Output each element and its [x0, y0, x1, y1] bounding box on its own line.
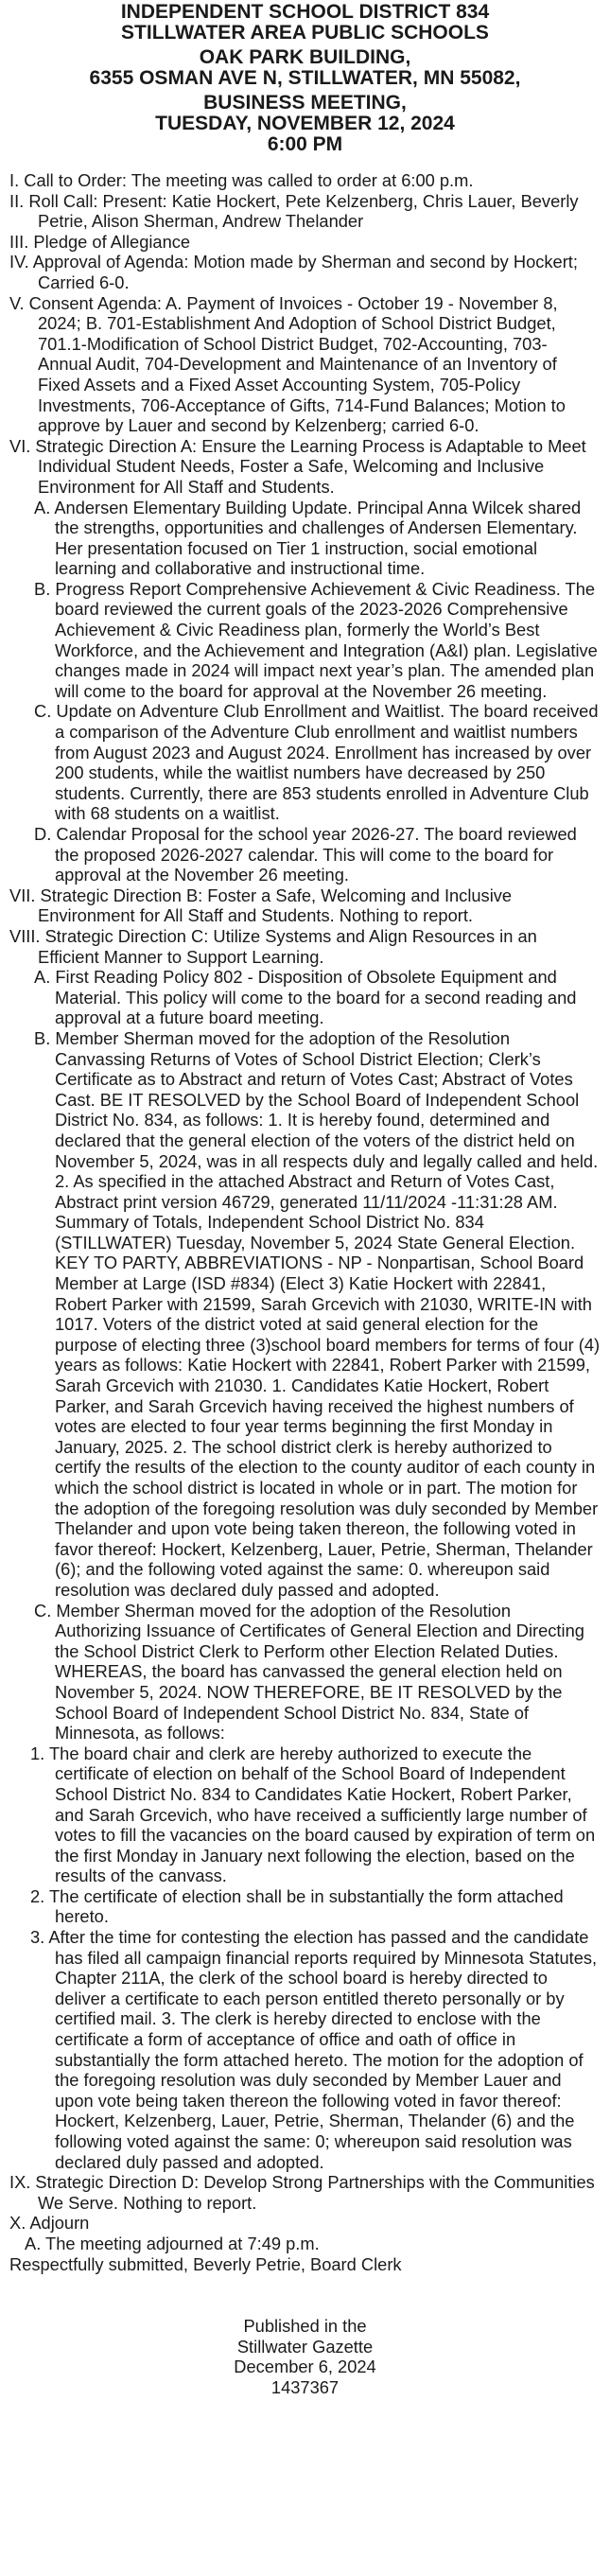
sub-andersen-update: A. Andersen Elementary Building Update. Principal Anna Wilcek shared the strengths, opportunities and challenges of Andersen Elementary. Her presentation focused on Tier 1 instruction, social emotional learning and collaborative and instructional time. — [34, 497, 582, 579]
district-name: INDEPENDENT SCHOOL DISTRICT 834 — [120, 1, 490, 23]
address: 6355 OSMAN AVE N, STILLWATER, MN 55082, — [89, 67, 521, 89]
item-strategic-direction-c: VIII. Strategic Direction C: Utilize Systems and Align Resources in an Efficient Manner to Support Learning. — [9, 925, 537, 967]
published-in: Published in the — [243, 2316, 367, 2337]
item-strategic-direction-d: IX. Strategic Direction D: Develop Strong Partnerships with the Communities We Serve. Nothing to report. — [9, 2172, 595, 2213]
item-consent-agenda: V. Consent Agenda: A. Payment of Invoices - October 19 - November 8, 2024; B. 701-Establishment And Adoption of School District Budget, 701.1-Modification of School District Budget, 702-Accounting, 703-Annual Audit, 704-Development and Maintenance of an Inventory of Fixed Assets and a Fixed Asset Accounting System, 705-Policy Investments, 706-Acceptance of Gifts, 714-Fund Balances; Motion to approve by Lauer and second by Kelzenberg; carried 6-0. — [9, 292, 566, 436]
meeting-type: BUSINESS MEETING, — [203, 92, 407, 114]
item-pledge: III. Pledge of Allegiance — [9, 231, 191, 252]
item-roll-call: II. Roll Call: Present: Katie Hockert, Pete Kelzenberg, Chris Lauer, Beverly Petrie, Alison Sherman, Andrew Thelander — [9, 190, 579, 232]
sub-certificates-resolution: C. Member Sherman moved for the adoption of the Resolution Authorizing Issuance of Certificates of General Election and Directing the School District Clerk to Perform other Election Related Duties. WHEREAS, the board has canvassed the general election held on November 5, 2024. NOW THEREFORE, BE IT RESOLVED by the School Board of Independent School District No. 834, State of Minnesota, as follows: — [34, 1600, 584, 1744]
publication-name: Stillwater Gazette — [236, 2336, 374, 2357]
resolution-point-2: 2. The certificate of election shall be in substantially the form attached hereto. — [30, 1885, 564, 1927]
resolution-point-1: 1. The board chair and clerk are hereby authorized to execute the certificate of election on behalf of the School Board of Independent School District No. 834 to Candidates Katie Hockert, Robert Parker, and Sarah Grcevich, who have received a sufficiently large number of votes to fill the vacancies on the board caused by expiration of term on the first Monday in January next following the election, based on the results of the canvass. — [30, 1743, 596, 1886]
building-name: OAK PARK BUILDING, — [199, 46, 411, 68]
sub-progress-report: B. Progress Report Comprehensive Achievement & Civic Readiness. The board reviewed the current goals of the 2023-2026 Comprehensive Achievement & Civic Readiness plan, formerly the World’s Best Workforce, and the Achievement and Integration (A&I) plan. Legislative changes made in 2024 will impact next year’s plan. The amended plan will come to the board for approval at the November 26 meeting. — [34, 578, 598, 701]
notice-id: 1437367 — [270, 2376, 340, 2397]
publication-date: December 6, 2024 — [234, 2357, 376, 2377]
meeting-time: 6:00 PM — [267, 133, 343, 155]
item-strategic-direction-b: VII. Strategic Direction B: Foster a Safe, Welcoming and Inclusive Environment for All Staff and Students. Nothing to report. — [9, 885, 513, 926]
sub-first-reading-802: A. First Reading Policy 802 - Disposition of Obsolete Equipment and Material. This policy will come to the board for a second reading and approval at a future board meeting. — [34, 967, 577, 1028]
item-adjourn: X. Adjourn — [9, 2213, 90, 2234]
minutes-body — [9, 170, 601, 2274]
item-strategic-direction-a: VI. Strategic Direction A: Ensure the Learning Process is Adaptable to Meet Individual Student Needs, Foster a Safe, Welcoming and Inclusive Environment for All Staff and Students. — [9, 435, 586, 497]
sub-canvass-resolution: B. Member Sherman moved for the adoption of the Resolution Canvassing Returns of Votes of School District Election; Clerk’s Certificate as to Abstract and return of Votes Cast; Abstract of Votes Cast. BE IT RESOLVED by the School Board of Independent School District No. 834, as follows: 1. It is hereby found, determined and declared that the general election of the voters of the district held on November 5, 2024, was in all respects duly and legally called and held. 2. As specified in the attached Abstract and Return of Votes Cast, Abstract print version 46729, generated 11/11/2024 -11:31:28 AM. Summary of Totals, Independent School District No. 834 (STILLWATER) Tuesday, November 5, 2024 State General Election. KEY TO PARTY, ABBREVIATIONS - NP - Nonpartisan, School Board Member at Large (ISD #834) (Elect 3) Katie Hockert with 22841, Robert Parker with 21599, Sarah Grcevich with 21030, WRITE-IN with 1017. Voters of the district voted at said general election for the purpose of electing three (3)school board members for terms of four (4) years as follows: Katie Hockert with 22841, Robert Parker with 21599, Sarah Grcevich with 21030. 1. Candidates Katie Hockert, Robert Parker, and Sarah Grcevich having received the highest numbers of votes are elected to four year terms beginning the first Monday in January, 2025. 2. The school district clerk is hereby authorized to certify the results of the election to the county auditor of each county in which the school district is located in whole or in part. The motion for the adoption of the foregoing resolution was duly seconded by Member Thelander and upon vote being taken thereon, the following voted in favor thereof: Hockert, Kelzenberg, Lauer, Petrie, Sherman, Thelander (6); and the following voted against the same: 0. whereupon said resolution was declared duly passed and adopted. — [34, 1027, 601, 1600]
publication-footer — [9, 2316, 601, 2397]
notice-header — [9, 2, 601, 155]
meeting-date: TUESDAY, NOVEMBER 12, 2024 — [155, 113, 455, 134]
sub-adjourn-time: A. The meeting adjourned at 7:49 p.m. — [25, 2233, 320, 2253]
signoff: Respectfully submitted, Beverly Petrie, Board Clerk — [9, 2253, 402, 2274]
resolution-point-3: 3. After the time for contesting the election has passed and the candidate has filed all campaign financial reports required by Minnesota Statutes, Chapter 211A, the clerk of the school board is hereby directed to deliver a certificate to each person entitled thereto personally or by certified mail. 3. The clerk is hereby directed to enclose with the certificate a form of acceptance of office and oath of office in substantially the form attached hereto. The motion for the adoption of the foregoing resolution was duly seconded by Member Lauer and upon vote being taken thereon the following voted in favor thereof: Hockert, Kelzenberg, Lauer, Petrie, Sherman, Thelander (6) and the following voted against the same: 0; whereupon said resolution was declared duly passed and adopted. — [30, 1927, 598, 2172]
item-call-to-order: I. Call to Order: The meeting was called to order at 6:00 p.m. — [9, 170, 474, 190]
school-name: STILLWATER AREA PUBLIC SCHOOLS — [121, 22, 489, 44]
sub-calendar-proposal: D. Calendar Proposal for the school year 2026-27. The board reviewed the proposed 2026-2027 calendar. This will come to the board for approval at the November 26 meeting. — [34, 824, 577, 885]
item-approval-of-agenda: IV. Approval of Agenda: Motion made by Sherman and second by Hockert; Carried 6-0. — [9, 252, 578, 292]
sub-adventure-club: C. Update on Adventure Club Enrollment and Waitlist. The board received a comparison of the Adventure Club enrollment and waitlist numbers from August 2023 and August 2024. Enrollment has increased by over 200 students, while the waitlist numbers have decreased by 250 students. Currently, there are 853 students enrolled in Adventure Club with 68 students on a waitlist. — [34, 701, 599, 824]
